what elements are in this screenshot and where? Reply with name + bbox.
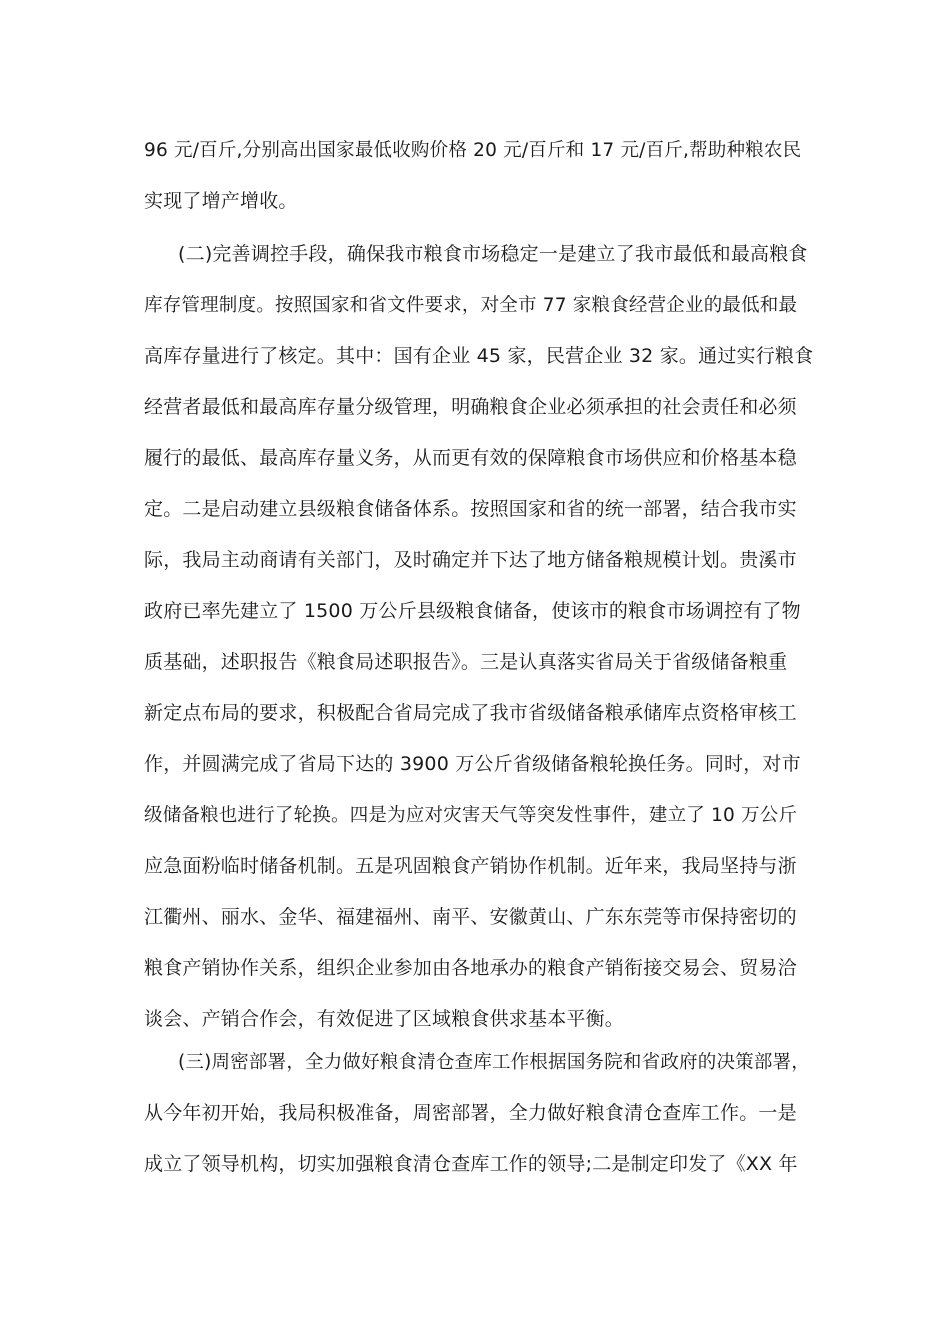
- text-line: 高库存量进行了核定。其中：国有企业 45 家，民营企业 32 家。通过实行粮食: [144, 345, 814, 367]
- text-line: (三)周密部署，全力做好粮食清仓查库工作根据国务院和省政府的决策部署，: [178, 1052, 810, 1073]
- text-line: 应急面粉临时储备机制。五是巩固粮食产销协作机制。近年来，我局坚持与浙: [144, 855, 797, 877]
- text-line: 新定点布局的要求，积极配合省局完成了我市省级储备粮承储库点资格审核工: [144, 702, 797, 724]
- text-line: 政府已率先建立了 1500 万公斤县级粮食储备，使该市的粮食市场调控有了物: [144, 600, 801, 622]
- text-line: (二)完善调控手段，确保我市粮食市场稳定一是建立了我市最低和最高粮食: [178, 243, 808, 265]
- paragraph-3: [144, 1037, 814, 1190]
- paragraph-2: [144, 229, 814, 1045]
- text-line: 库存管理制度。按照国家和省文件要求，对全市 77 家粮食经营企业的最低和最: [144, 295, 798, 316]
- text-line: 际，我局主动商请有关部门，及时确定并下达了地方储备粮规模计划。贵溪市: [144, 549, 797, 571]
- text-line: 成立了领导机构，切实加强粮食清仓查库工作的领导;二是制定印发了《XX 年: [144, 1153, 798, 1175]
- text-line: 粮食产销协作关系，组织企业参加由各地承办的粮食产销衔接交易会、贸易洽: [144, 957, 797, 979]
- text-line: 谈会、产销合作会，有效促进了区域粮食供求基本平衡。: [144, 1008, 625, 1030]
- paragraph-1: [144, 125, 814, 227]
- text-line: 定。二是启动建立县级粮食储备体系。按照国家和省的统一部署，结合我市实: [144, 498, 797, 520]
- text-line: 从今年初开始，我局积极准备，周密部署，全力做好粮食清仓查库工作。一是: [144, 1102, 797, 1124]
- text-line: 江衢州、丽水、金华、福建福州、南平、安徽黄山、广东东莞等市保持密切的: [144, 906, 797, 928]
- text-line: 经营者最低和最高库存量分级管理，明确粮食企业必须承担的社会责任和必须: [144, 396, 797, 418]
- text-line: 履行的最低、最高库存量义务，从而更有效的保障粮食市场供应和价格基本稳: [144, 447, 797, 469]
- text-line: 级储备粮也进行了轮换。四是为应对灾害天气等突发性事件，建立了 10 万公斤: [144, 805, 798, 826]
- text-line: 实现了增产增收。: [144, 190, 298, 212]
- text-line: 96 元/百斤,分别高出国家最低收购价格 20 元/百斤和 17 元/百斤,帮助种粮农民: [144, 140, 802, 161]
- text-line: 质基础，述职报告《粮食局述职报告》。三是认真落实省局关于省级储备粮重: [144, 651, 788, 673]
- text-line: 作，并圆满完成了省局下达的 3900 万公斤省级储备粮轮换任务。同时，对市: [144, 753, 801, 775]
